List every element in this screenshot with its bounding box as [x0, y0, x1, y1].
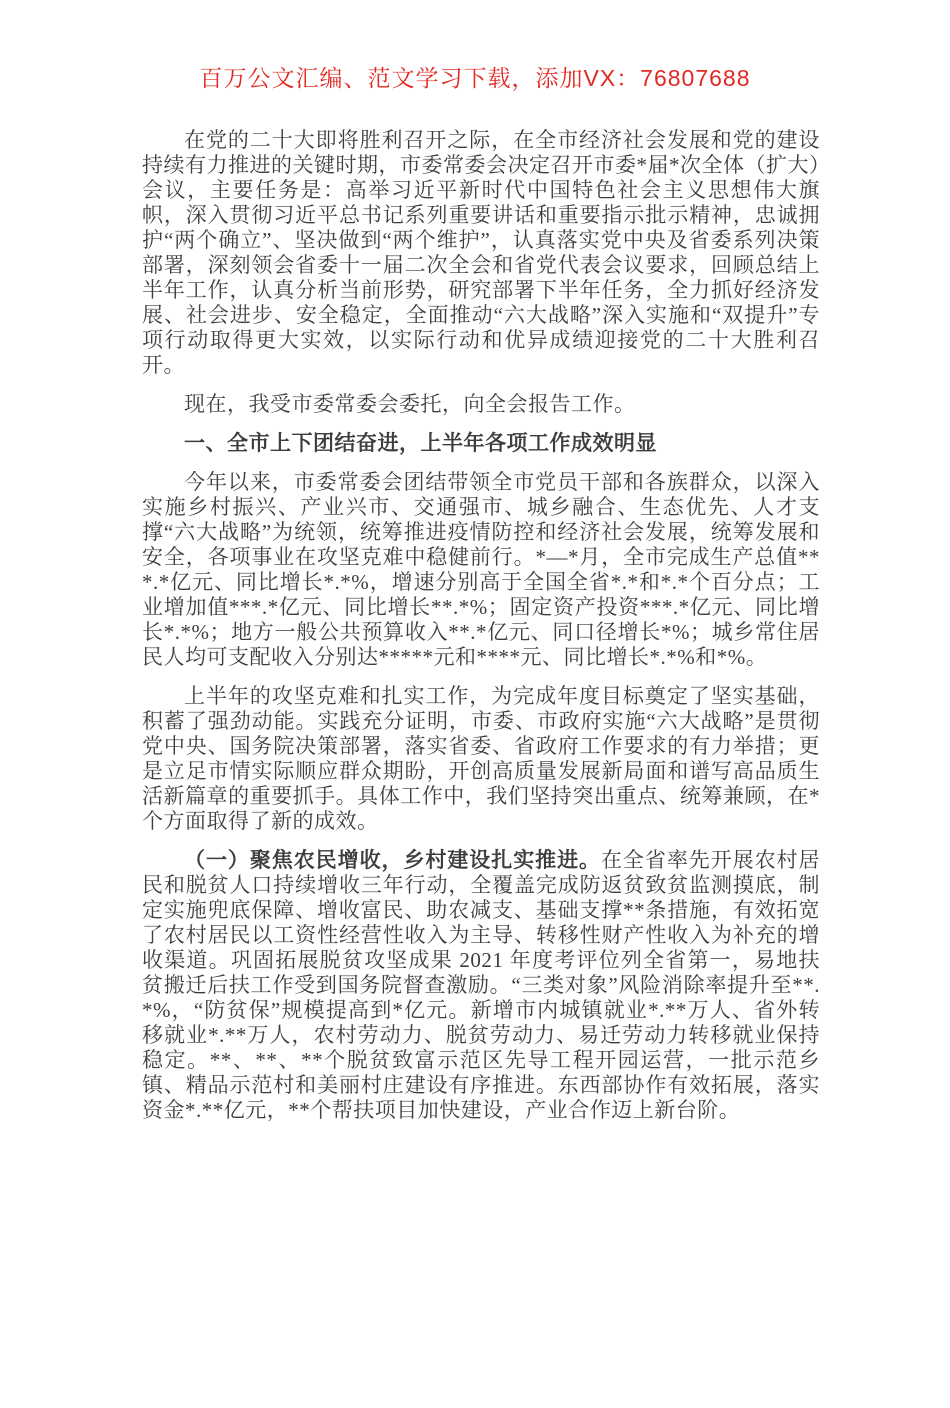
intro-paragraph-1: 在党的二十大即将胜利召开之际，在全市经济社会发展和党的建设持续有力推进的关键时期，市委常委会决定召开市委*届*次全体（扩大）会议，主要任务是：高举习近平新时代中国特色社会主义思想伟大旗帜，深入贯彻习近平总书记系列重要讲话和重要指示批示精神，忠诚拥护“两个确立”、坚决做到“两个维护”，认真落实党中央及省委系列决策部署，深刻领会省委十一届二次全会和省党代表会议要求，回顾总结上半年工作，认真分析当前形势，研究部署下半年任务，全力抓好经济发展、社会进步、安全稳定，全面推动“六大战略”深入实施和“双提升”专项行动取得更大实效，以实际行动和优异成绩迎接党的二十大胜利召开。 [142, 128, 820, 377]
subsection-1-paragraph [142, 848, 820, 1123]
section-1-paragraph-1: 今年以来，市委常委会团结带领全市党员干部和各族群众，以深入实施乡村振兴、产业兴市、交通强市、城乡融合、生态优先、人才支撑“六大战略”为统领，统筹推进疫情防控和经济社会发展，统筹发展和安全，各项事业在攻坚克难中稳健前行。*—*月，全市完成生产总值***.*亿元、同比增长*.*%，增速分别高于全国全省*.*和*.*个百分点；工业增加值***.*亿元、同比增长**.*%；固定资产投资***.*亿元、同比增长*.*%；地方一般公共预算收入**.*亿元、同口径增长*%；城乡常住居民人均可支配收入分别达*****元和****元、同比增长*.*%和*%。 [142, 470, 820, 669]
intro-paragraph-2: 现在，我受市委常委会委托，向全会报告工作。 [184, 392, 636, 416]
document-body [142, 128, 820, 1123]
document-page [0, 64, 950, 1123]
watermark-notice: 百万公文汇编、范文学习下载，添加VX：76807688 [199, 65, 751, 91]
section-1-heading: 一、全市上下团结奋进，上半年各项工作成效明显 [184, 431, 657, 455]
subsection-1-body-text: 在全省率先开展农村居民和脱贫人口持续增收三年行动，全覆盖完成防返贫致贫监测摸底，制定实施兜底保障、增收富民、助农减支、基础支撑**条措施，有效拓宽了农村居民以工资性经营性收入为主导、转移性财产性收入为补充的增收渠道。巩固拓展脱贫攻坚成果 2021 年度考评位列全省第一，易地扶贫搬迁后扶工作受到国务院督查激励。“三类对象”风险消除率提升至**.*%，“防贫保”规模提高到*亿元。新增市内城镇就业*.**万人、省外转移就业*.**万人，农村劳动力、脱贫劳动力、易迁劳动力转移就业保持稳定。**、**、**个脱贫致富示范区先导工程开园运营，一批示范乡镇、精品示范村和美丽村庄建设有序推进。东西部协作有效拓展，落实资金*.**亿元，**个帮扶项目加快建设，产业合作迈上新台阶。 [142, 848, 821, 1122]
section-1-paragraph-2: 上半年的攻坚克难和扎实工作，为完成年度目标奠定了坚实基础，积蓄了强劲动能。实践充分证明，市委、市政府实施“六大战略”是贯彻党中央、国务院决策部署，落实省委、省政府工作要求的有力举措；更是立足市情实际顺应群众期盼，开创高质量发展新局面和谱写高品质生活新篇章的重要抓手。具体工作中，我们坚持突出重点、统筹兼顾，在*个方面取得了新的成效。 [142, 684, 820, 833]
subsection-1-lead: （一）聚焦农民增收，乡村建设扎实推进。 [184, 848, 601, 872]
